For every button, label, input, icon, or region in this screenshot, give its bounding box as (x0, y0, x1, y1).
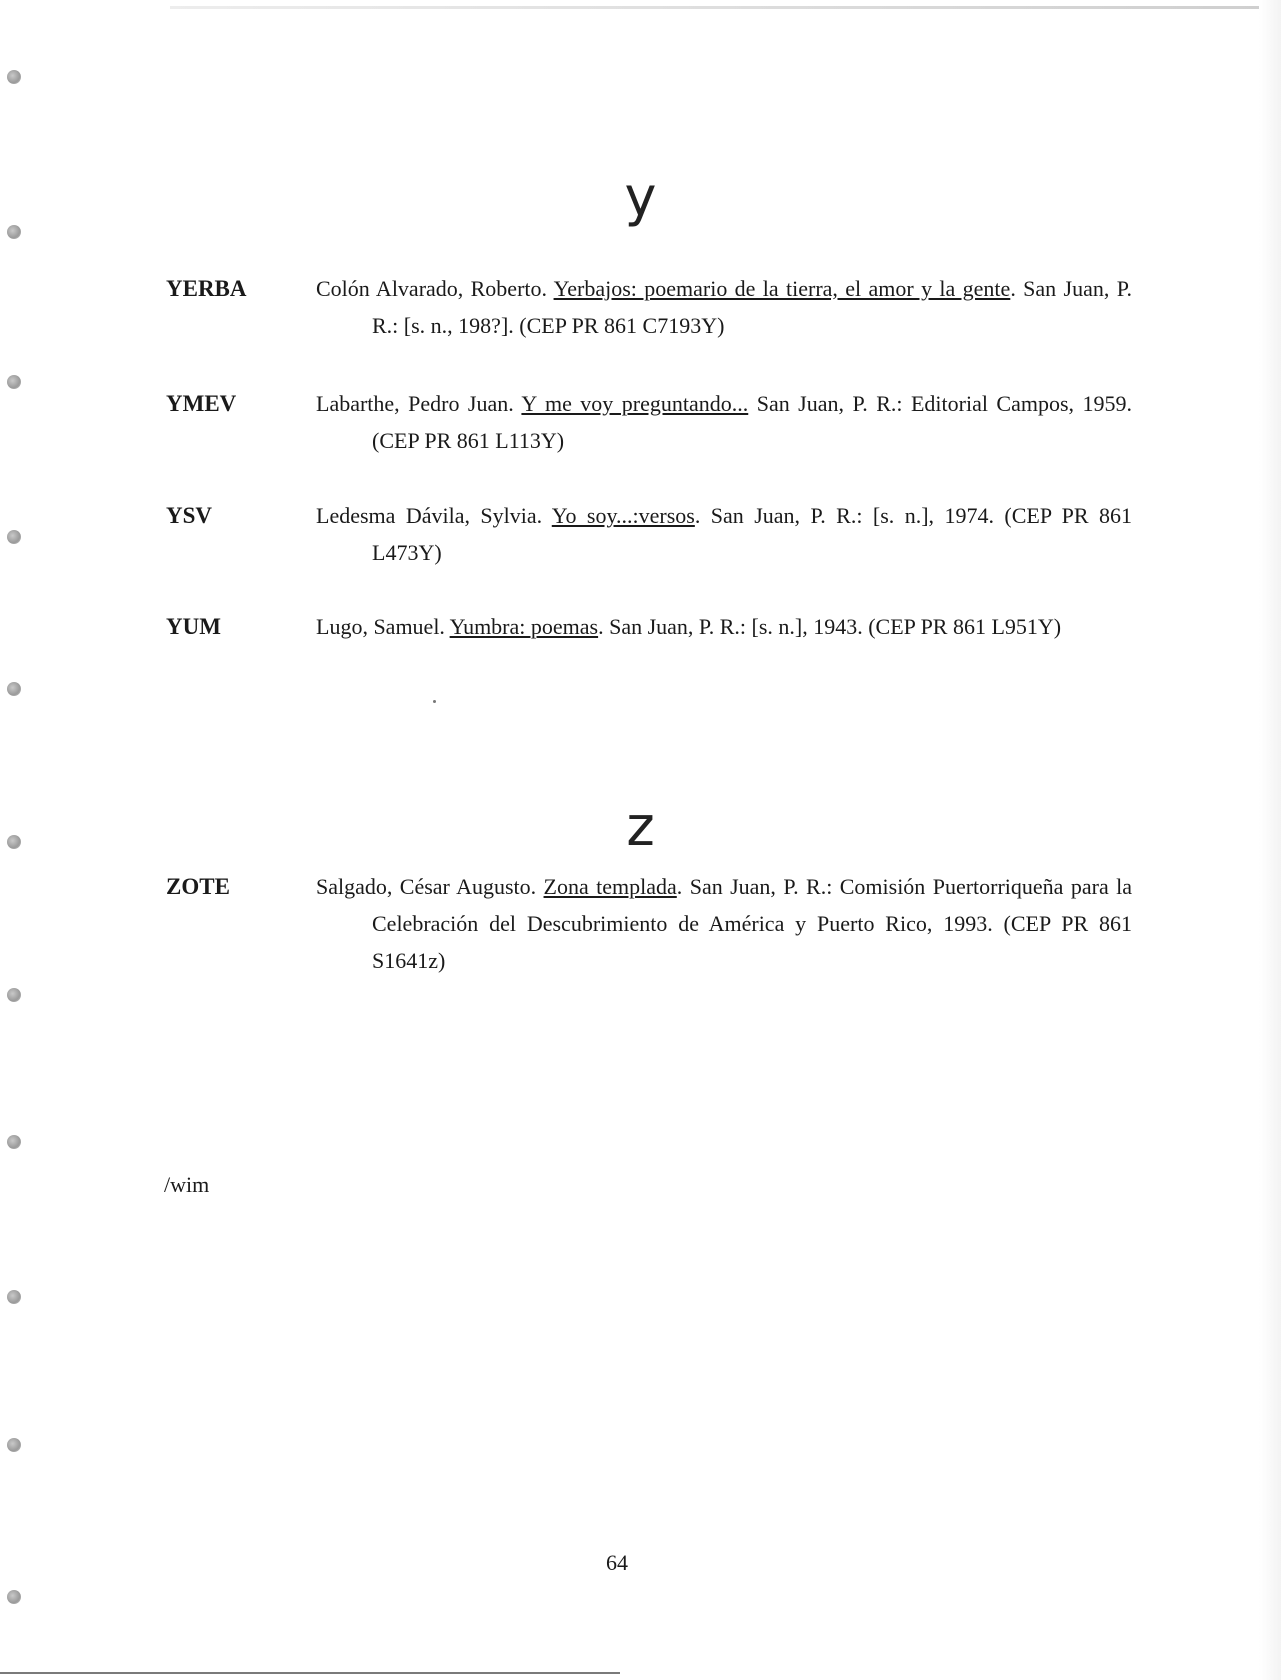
entry-author: Salgado, César Augusto. (316, 874, 537, 899)
punch-hole-icon (7, 1590, 21, 1604)
entry-author: Ledesma Dávila, Sylvia. (316, 503, 543, 528)
entry-code: YMEV (166, 391, 237, 416)
entry-title: Yo soy...:versos (551, 503, 695, 528)
entry-code: YSV (166, 503, 213, 528)
entry-citation (316, 385, 1132, 459)
entry-citation (316, 270, 1132, 344)
punch-hole-icon (7, 530, 21, 544)
entry-author: Lugo, Samuel. (316, 614, 445, 639)
entry-code: YUM (166, 614, 221, 639)
typist-initials: /wim (164, 1172, 210, 1197)
punch-hole-icon (7, 682, 21, 696)
page-number: 64 (606, 1550, 628, 1575)
punch-hole-icon (7, 225, 21, 239)
entry-author: Labarthe, Pedro Juan. (316, 391, 514, 416)
entry-code: ZOTE (166, 874, 230, 899)
entry-imprint: . San Juan, P. R.: [s. n., 198?]. (CEP PR 861 C7193Y) (372, 276, 1132, 338)
entry-imprint: . San Juan, P. R.: [s. n.], 1974. (CEP PR 861 L473Y) (372, 503, 1133, 565)
punch-hole-icon (7, 1438, 21, 1452)
punch-hole-icon (7, 70, 21, 84)
scan-speck (433, 700, 436, 703)
entry-citation (316, 608, 1132, 645)
entry-author: Colón Alvarado, Roberto. (316, 276, 548, 301)
entry-citation (316, 868, 1132, 979)
entry-citation (316, 497, 1132, 571)
entry-title: Y me voy preguntando... (521, 391, 749, 416)
entry-title: Zona templada (543, 874, 677, 899)
punch-hole-icon (7, 1135, 21, 1149)
entry-imprint: . San Juan, P. R.: Comisión Puertorriqueña para la Celebración del Descubrimiento de América y Puerto Rico, 1993. (CEP PR 861 S1641z) (372, 874, 1132, 973)
section-heading-z: z (626, 795, 655, 858)
entry-title: Yerbajos: poemario de la tierra, el amor y la gente (553, 276, 1011, 301)
top-rule (170, 6, 1260, 9)
bottom-rule (0, 1672, 620, 1674)
punch-hole-icon (7, 988, 21, 1002)
punch-hole-icon (7, 375, 21, 389)
entry-title: Yumbra: poemas (449, 614, 599, 639)
entry-code: YERBA (166, 276, 247, 301)
punch-hole-icon (7, 1290, 21, 1304)
section-heading-y: y (624, 165, 657, 228)
entry-imprint: . San Juan, P. R.: [s. n.], 1943. (CEP PR 861 L951Y) (598, 614, 1062, 639)
entry-imprint: San Juan, P. R.: Editorial Campos, 1959. (CEP PR 861 L113Y) (372, 391, 1133, 453)
